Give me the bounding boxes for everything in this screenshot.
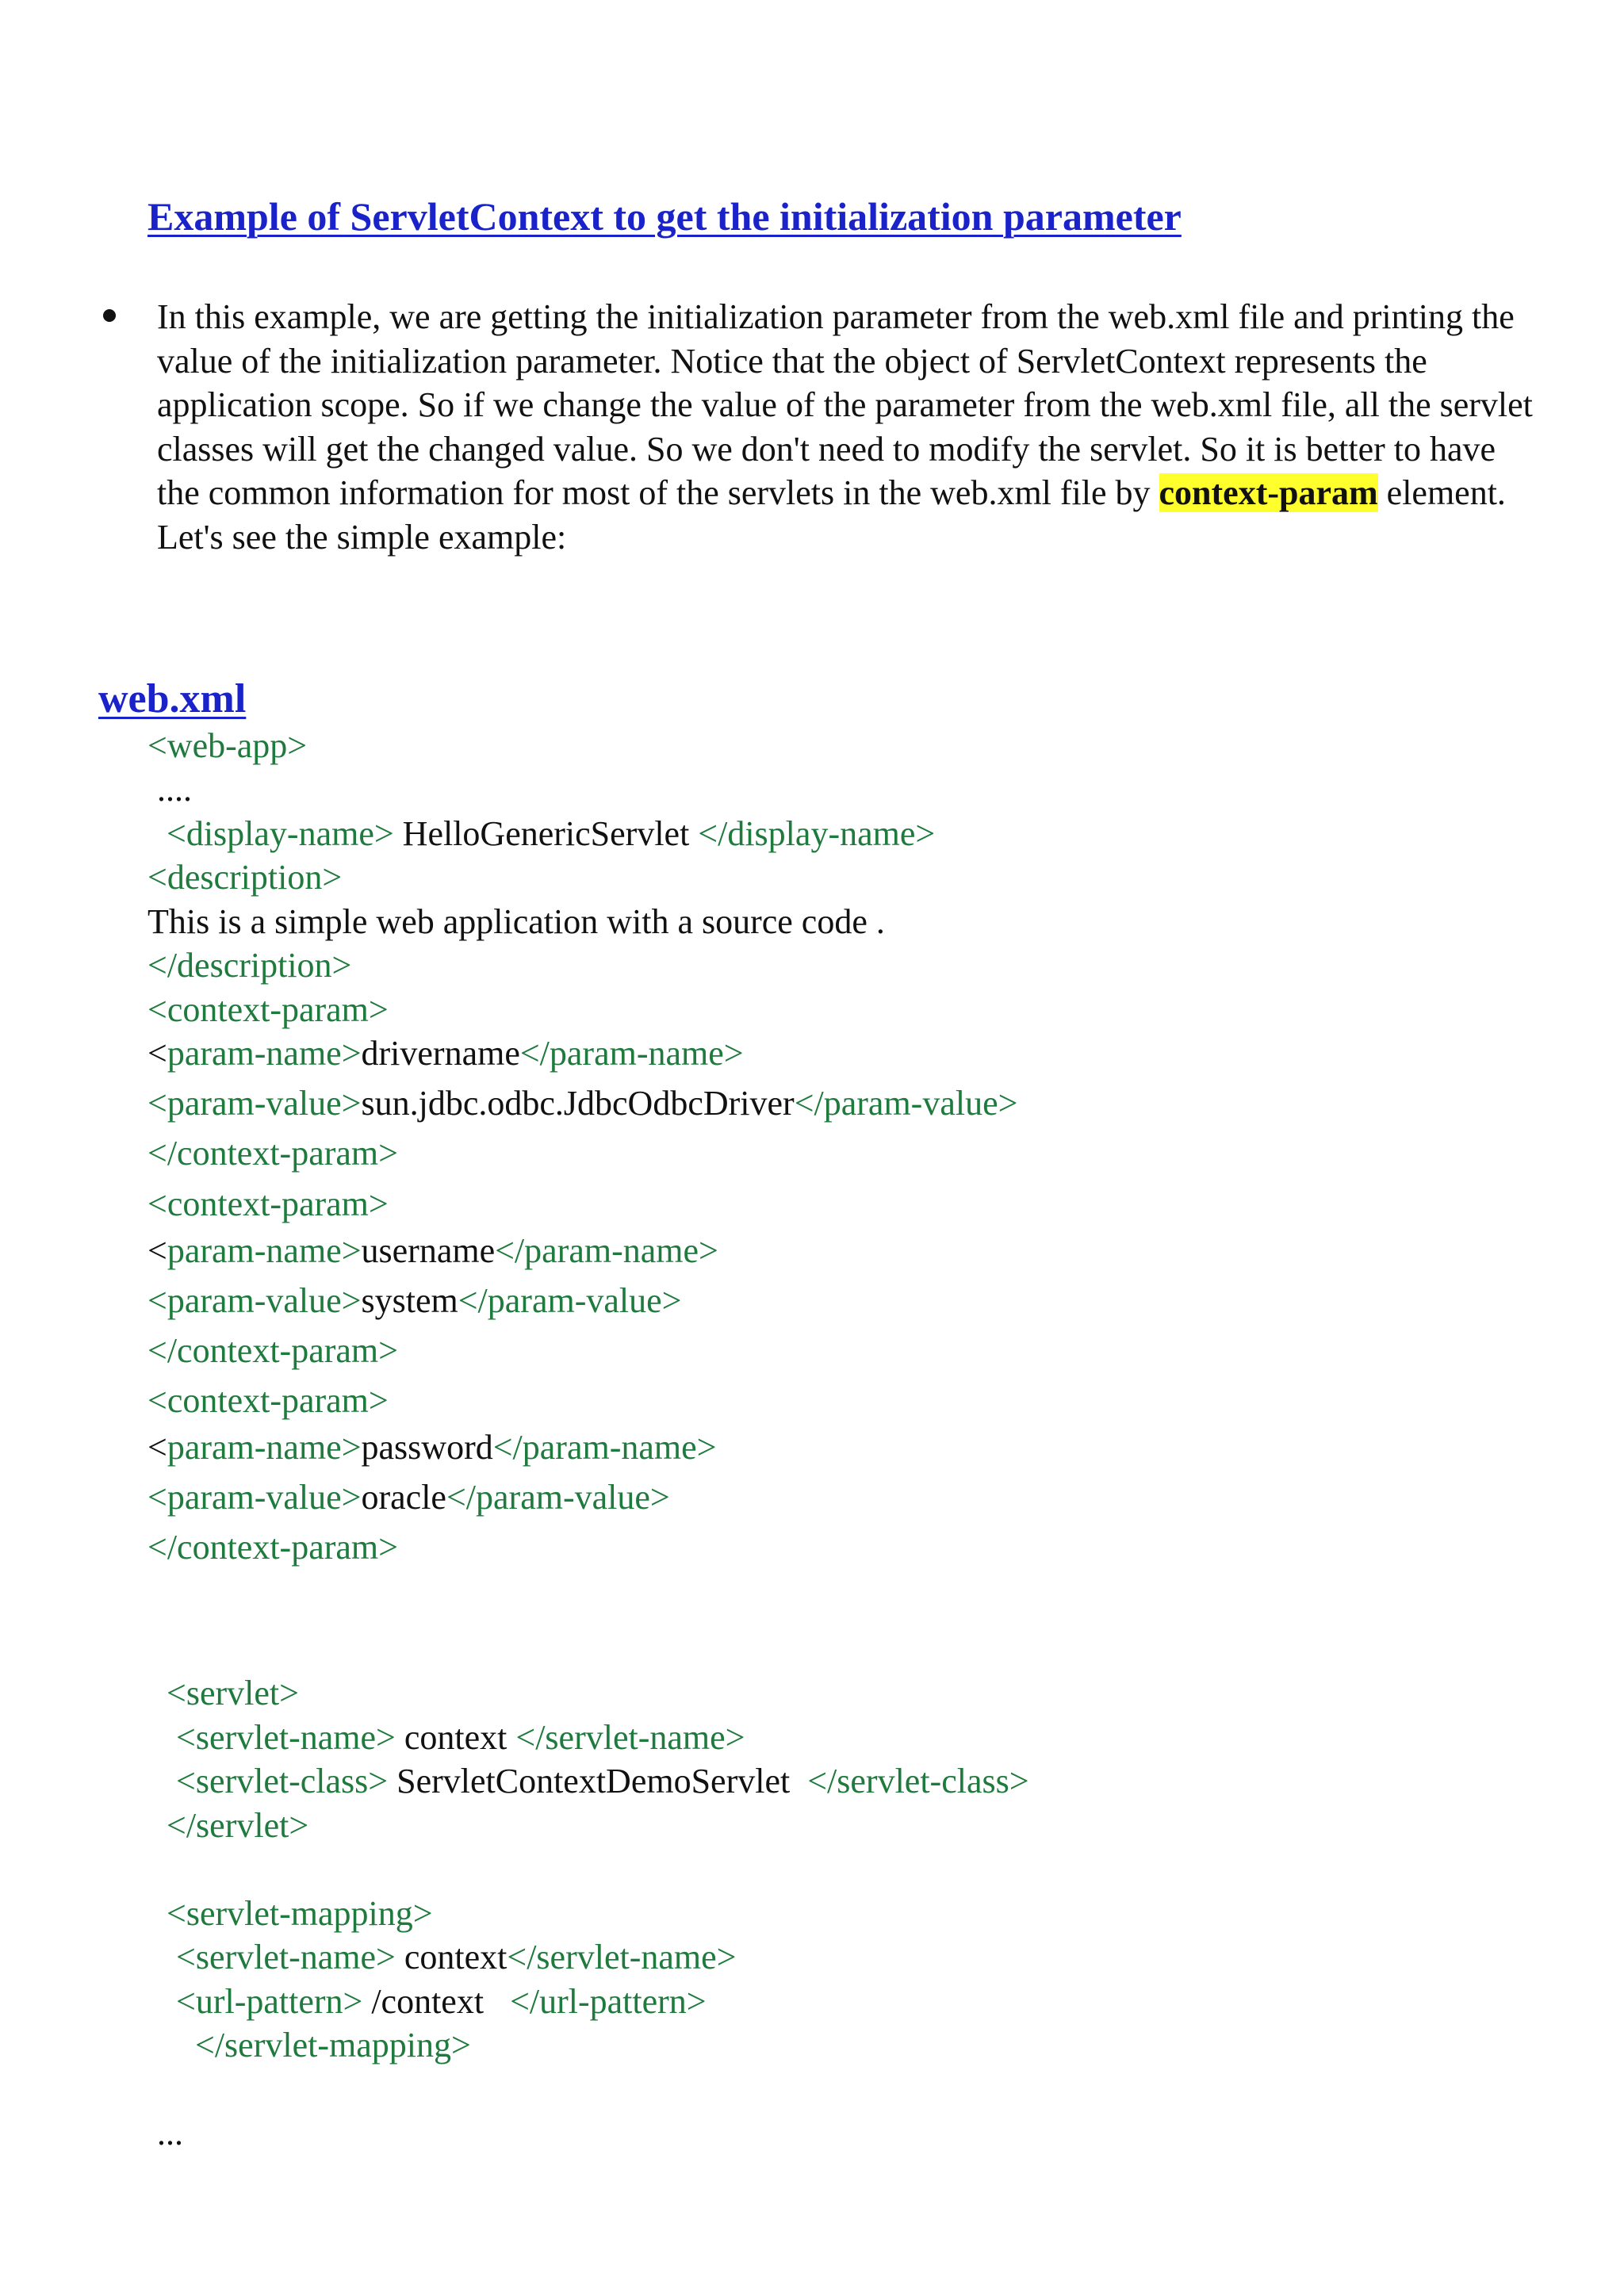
- code-line: [147, 1184, 389, 1225]
- code-line: [176, 1937, 736, 1978]
- xml-tag: param-name>: [167, 1428, 362, 1467]
- xml-tag: </servlet-class>: [807, 1762, 1029, 1800]
- code-line: [147, 1230, 718, 1272]
- code-line: [147, 1527, 398, 1568]
- xml-tag: </context-param>: [147, 1331, 398, 1370]
- xml-tag: <param-value>: [147, 1478, 362, 1517]
- xml-tag: <url-pattern>: [176, 1982, 363, 2021]
- highlighted-term: context-param: [1159, 473, 1378, 513]
- intro-paragraph: [157, 295, 1537, 560]
- xml-tag: </param-name>: [495, 1231, 718, 1270]
- xml-value: context: [395, 1718, 516, 1757]
- xml-tag: </context-param>: [147, 1134, 398, 1173]
- bullet-dot-icon: [103, 309, 116, 322]
- code-line: [147, 1330, 398, 1372]
- code-line: [147, 901, 885, 943]
- code-line: [147, 989, 389, 1031]
- code-line: [147, 1427, 716, 1468]
- xml-value: oracle: [361, 1478, 446, 1517]
- xml-value: This is a simple web application with a source code .: [147, 902, 885, 941]
- xml-tag: <servlet-mapping>: [167, 1894, 433, 1933]
- xml-value: sun.jdbc.odbc.JdbcOdbcDriver: [361, 1084, 795, 1123]
- code-line: [176, 1717, 745, 1758]
- xml-value: drivername: [361, 1034, 520, 1073]
- code-line: [147, 1380, 389, 1422]
- xml-tag: </servlet>: [167, 1806, 309, 1845]
- xml-value: /context: [362, 1982, 511, 2021]
- xml-tag: </param-value>: [458, 1281, 682, 1320]
- code-line: [147, 1477, 670, 1518]
- code-line: [147, 1133, 398, 1174]
- xml-tag: <display-name>: [167, 814, 394, 853]
- xml-tag: <servlet-class>: [176, 1762, 389, 1800]
- xml-value: ServletContextDemoServlet: [388, 1762, 808, 1800]
- xml-tag: </param-value>: [446, 1478, 670, 1517]
- xml-tag: </description>: [147, 946, 352, 985]
- xml-value: context: [395, 1938, 508, 1976]
- intro-text-start: In this example, we are getting the initialization parameter from the web.xml file and printing the value of the initialization parameter. Notice that the object of ServletContext represents the application scope. So if we change the value of the parameter from the web.xml file, all the servlet classes will get the changed value. So we don't need to modify the servlet. So it is better to have the common information for most of the servlets in the web.xml file by: [157, 297, 1533, 513]
- ellipsis: ...: [157, 2114, 183, 2152]
- code-line: [157, 769, 192, 810]
- xml-bracket: <: [147, 1231, 167, 1270]
- xml-tag: </servlet-name>: [515, 1718, 745, 1757]
- code-line: [167, 813, 935, 855]
- xml-tag: <param-value>: [147, 1281, 362, 1320]
- xml-tag: <context-param>: [147, 990, 389, 1029]
- xml-tag: <web-app>: [147, 726, 308, 765]
- xml-tag: param-name>: [167, 1034, 362, 1073]
- code-line: [147, 1280, 681, 1322]
- page-title[interactable]: Example of ServletContext to get the initialization parameter: [147, 194, 1182, 239]
- xml-tag: </param-name>: [492, 1428, 717, 1467]
- intro-text-end: element. Let's see the simple example:: [157, 473, 1506, 557]
- code-line: [167, 1805, 308, 1846]
- code-line: [167, 1893, 433, 1934]
- code-line: [147, 945, 351, 986]
- xml-bracket: <: [147, 1428, 167, 1467]
- xml-tag: param-name>: [167, 1231, 362, 1270]
- xml-tag: </servlet-mapping>: [195, 2026, 471, 2064]
- xml-tag: </context-param>: [147, 1528, 398, 1567]
- xml-tag: <servlet-name>: [176, 1938, 396, 1976]
- xml-tag: </param-value>: [794, 1084, 1018, 1123]
- xml-value: password: [361, 1428, 493, 1467]
- xml-tag: <param-value>: [147, 1084, 362, 1123]
- xml-tag: </display-name>: [698, 814, 936, 853]
- xml-tag: <description>: [147, 858, 343, 897]
- xml-tag: </url-pattern>: [510, 1982, 707, 2021]
- xml-tag: </servlet-name>: [507, 1938, 737, 1976]
- xml-tag: <context-param>: [147, 1184, 389, 1223]
- code-line: [147, 725, 307, 767]
- xml-tag: </param-name>: [519, 1034, 744, 1073]
- xml-value: username: [361, 1231, 496, 1270]
- ellipsis: ....: [157, 770, 192, 809]
- code-line: [147, 1033, 744, 1074]
- code-line: [167, 1673, 299, 1714]
- code-line: [176, 1761, 1029, 1802]
- xml-tag: <servlet>: [167, 1674, 299, 1712]
- code-line: [147, 1083, 1017, 1124]
- xml-value: HelloGenericServlet: [393, 814, 699, 853]
- xml-tag: <servlet-name>: [176, 1718, 396, 1757]
- xml-value: system: [361, 1281, 458, 1320]
- xml-bracket: <: [147, 1034, 167, 1073]
- xml-tag: <context-param>: [147, 1381, 389, 1420]
- code-line: [176, 1981, 707, 2022]
- code-line: [195, 2025, 471, 2066]
- section-heading-web-xml[interactable]: web.xml: [98, 676, 247, 721]
- code-line: [157, 2113, 183, 2154]
- code-line: [147, 857, 342, 898]
